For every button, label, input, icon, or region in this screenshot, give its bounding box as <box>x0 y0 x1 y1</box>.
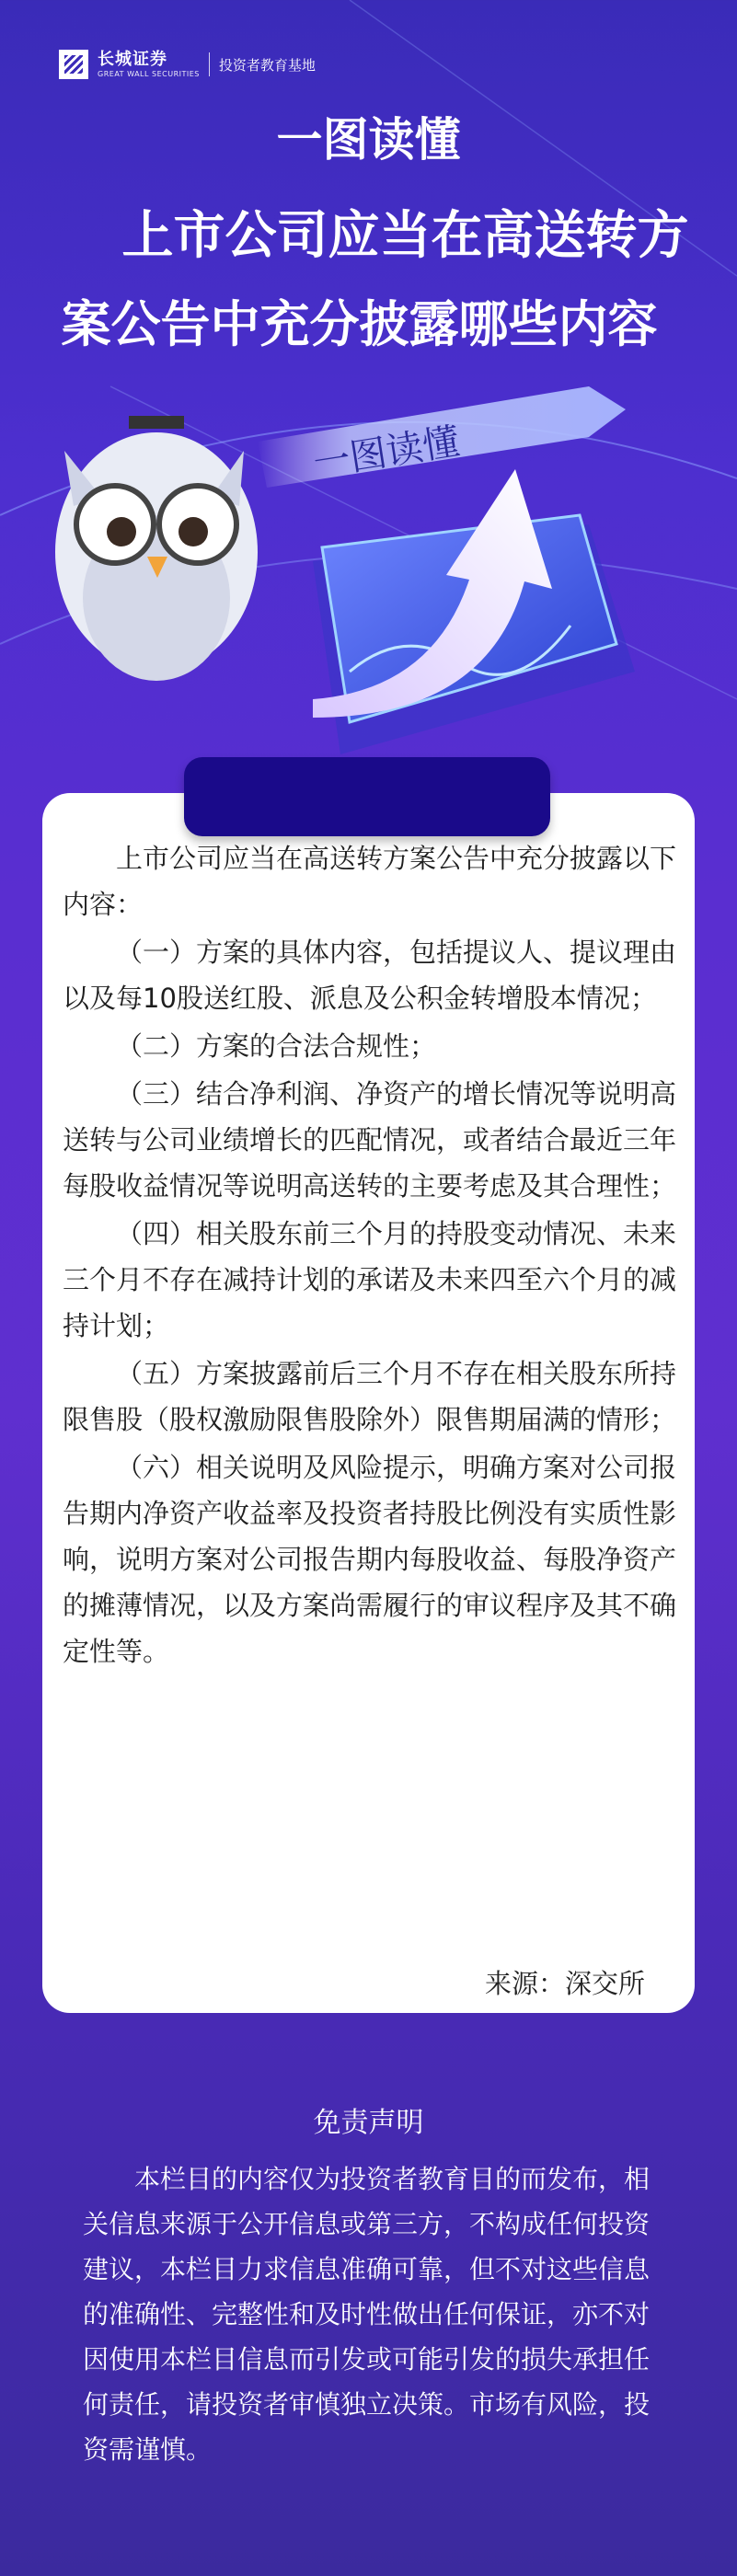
card-paragraph: （二）方案的合法合规性； <box>116 1030 437 1062</box>
card-paragraph: 上市公司应当在高送转方案公告中充分披露以下内容： <box>63 843 677 920</box>
hero-illustration <box>37 368 718 791</box>
logo-name-cn: 长城证券 <box>98 49 167 69</box>
page-title-line2: 上市公司应当在高送转方 <box>121 206 689 266</box>
disclaimer-title: 免责声明 <box>313 2107 424 2139</box>
card-paragraph: （四）相关股东前三个月的持股变动情况、未来三个月不存在减持计划的承诺及未来四至六个月的减持计划； <box>63 1218 677 1341</box>
content-card <box>42 793 695 2013</box>
logo-name-en: GREAT WALL SECURITIES <box>98 69 200 78</box>
card-paragraph: （一）方案的具体内容，包括提议人、提议理由以及每10股送红股、派息及公积金转增股本情况； <box>63 937 677 1014</box>
owl-mascot-icon <box>55 416 258 681</box>
logo-divider <box>209 52 210 76</box>
card-header-tab <box>184 757 550 836</box>
source-label: 来源：深交所 <box>484 1968 645 1999</box>
page-title-line3: 案公告中充分披露哪些内容 <box>61 295 658 353</box>
logo-wordmark <box>98 49 200 78</box>
card-text <box>63 835 684 1676</box>
card-paragraph: （三）结合净利润、净资产的增长情况等说明高送转与公司业绩增长的匹配情况，或者结合最近三年每股收益情况等说明高送转的主要考虑及其合理性； <box>63 1078 677 1202</box>
logo-subtitle: 投资者教育基地 <box>218 56 316 74</box>
page-title-line1: 一图读懂 <box>276 113 461 167</box>
card-paragraph: （五）方案披露前后三个月不存在相关股东所持限售股（股权激励限售股除外）限售期届满的情形； <box>63 1358 677 1435</box>
logo-icon <box>59 50 88 79</box>
disclaimer-body: 本栏目的内容仅为投资者教育目的而发布，相关信息来源于公开信息或第三方，不构成任何投资建议，本栏目力求信息准确可靠，但不对这些信息的准确性、完整性和及时性做出任何保证，亦不对因使用本栏目信息而引发或可能引发的损失承担任何责任，请投资者审慎独立决策。市场有风险，投资需谨慎。 <box>83 2164 651 2465</box>
card-paragraph: （六）相关说明及风险提示，明确方案对公司报告期内净资产收益率及投资者持股比例没有实质性影响，说明方案对公司报告期内每股收益、每股净资产的摊薄情况，以及方案尚需履行的审议程序及其不确定性等。 <box>63 1452 677 1667</box>
brand-logo <box>59 50 316 79</box>
banner-text: 一图读懂 <box>310 420 463 486</box>
